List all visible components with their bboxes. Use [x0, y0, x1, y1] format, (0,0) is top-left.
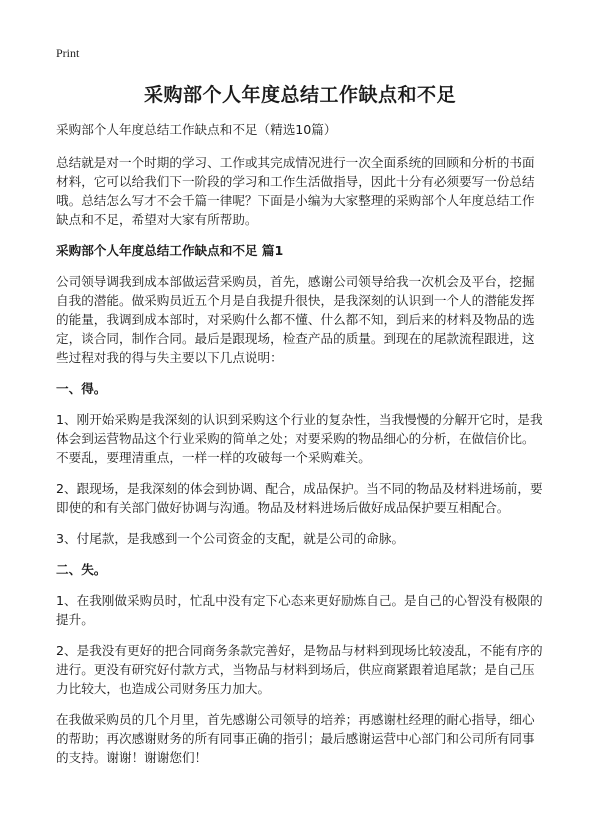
- loss-item-2: 2、是我没有更好的把合同商务条款完善好，是物品与材料到现场比较凌乱，不能有序的进行。更没有研究好付款方式，当物品与材料到场后，供应商紧跟着追尾款；是自己压力比较大，也造成公司财务压力加大。: [56, 643, 543, 696]
- page-title: 采购部个人年度总结工作缺点和不足: [143, 84, 456, 106]
- loss-item-1: 1、在我刚做采购员时，忙乱中没有定下心态来更好励炼自己。是自己的心智没有极限的提升。: [56, 593, 543, 627]
- gain-item-1: 1、刚开始采购是我深刻的认识到采购这个行业的复杂性，当我慢慢的分解开它时，是我体会到运营物品这个行业采购的简单之处；对要采购的物品细心的分析，在做信价比。不要乱，要理清重点，一样一样的攻破每一个采购难关。: [56, 412, 543, 465]
- intro-paragraph: 总结就是对一个时期的学习、工作或其完成情况进行一次全面系统的回顾和分析的书面材料，它可以给我们下一阶段的学习和工作生活做指导，因此十分有必须要写一份总结哦。总结怎么写才不会千篇一律呢？下面是小编为大家整理的采购部个人年度总结工作缺点和不足，希望对大家有所帮助。: [56, 155, 535, 227]
- gain-item-3: 3、付尾款，是我感到一个公司资金的支配，就是公司的命脉。: [56, 531, 405, 546]
- loss-heading: 二、失。: [56, 562, 107, 577]
- gain-item-2: 2、跟现场，是我深刻的体会到协调、配合，成品保护。当不同的物品及材料进场前，要即使的和有关部门做好协调与沟通。物品及材料进场后做好成品保护要互相配合。: [56, 481, 543, 515]
- closing-paragraph: 在我做采购员的几个月里，首先感谢公司领导的培养；再感谢杜经理的耐心指导，细心的帮助；再次感谢财务的所有同事正确的指引；最后感谢运营中心部门和公司所有同事的支持。谢谢！谢谢您们！: [56, 712, 535, 765]
- print-label: Print: [56, 46, 80, 60]
- section-heading: 采购部个人年度总结工作缺点和不足 篇1: [56, 243, 284, 258]
- gain-heading: 一、得。: [56, 381, 107, 396]
- article-body: [56, 120, 546, 779]
- body-paragraph: 公司领导调我到成本部做运营采购员，首先，感谢公司领导给我一次机会及平台，挖掘自我的潜能。做采购员近五个月是自我提升很快，是我深刻的认识到一个人的潜能发挥的能量，我调到成本部时，对采购什么都不懂、什么都不知，到后来的材料及物品的选定，谈合同，制作合同。最后是跟现场，检查产品的质量。到现在的尾款流程跟进，这些过程对我的得与失主要以下几点说明：: [56, 274, 535, 365]
- article-subtitle: 采购部个人年度总结工作缺点和不足（精选10篇）: [56, 122, 337, 137]
